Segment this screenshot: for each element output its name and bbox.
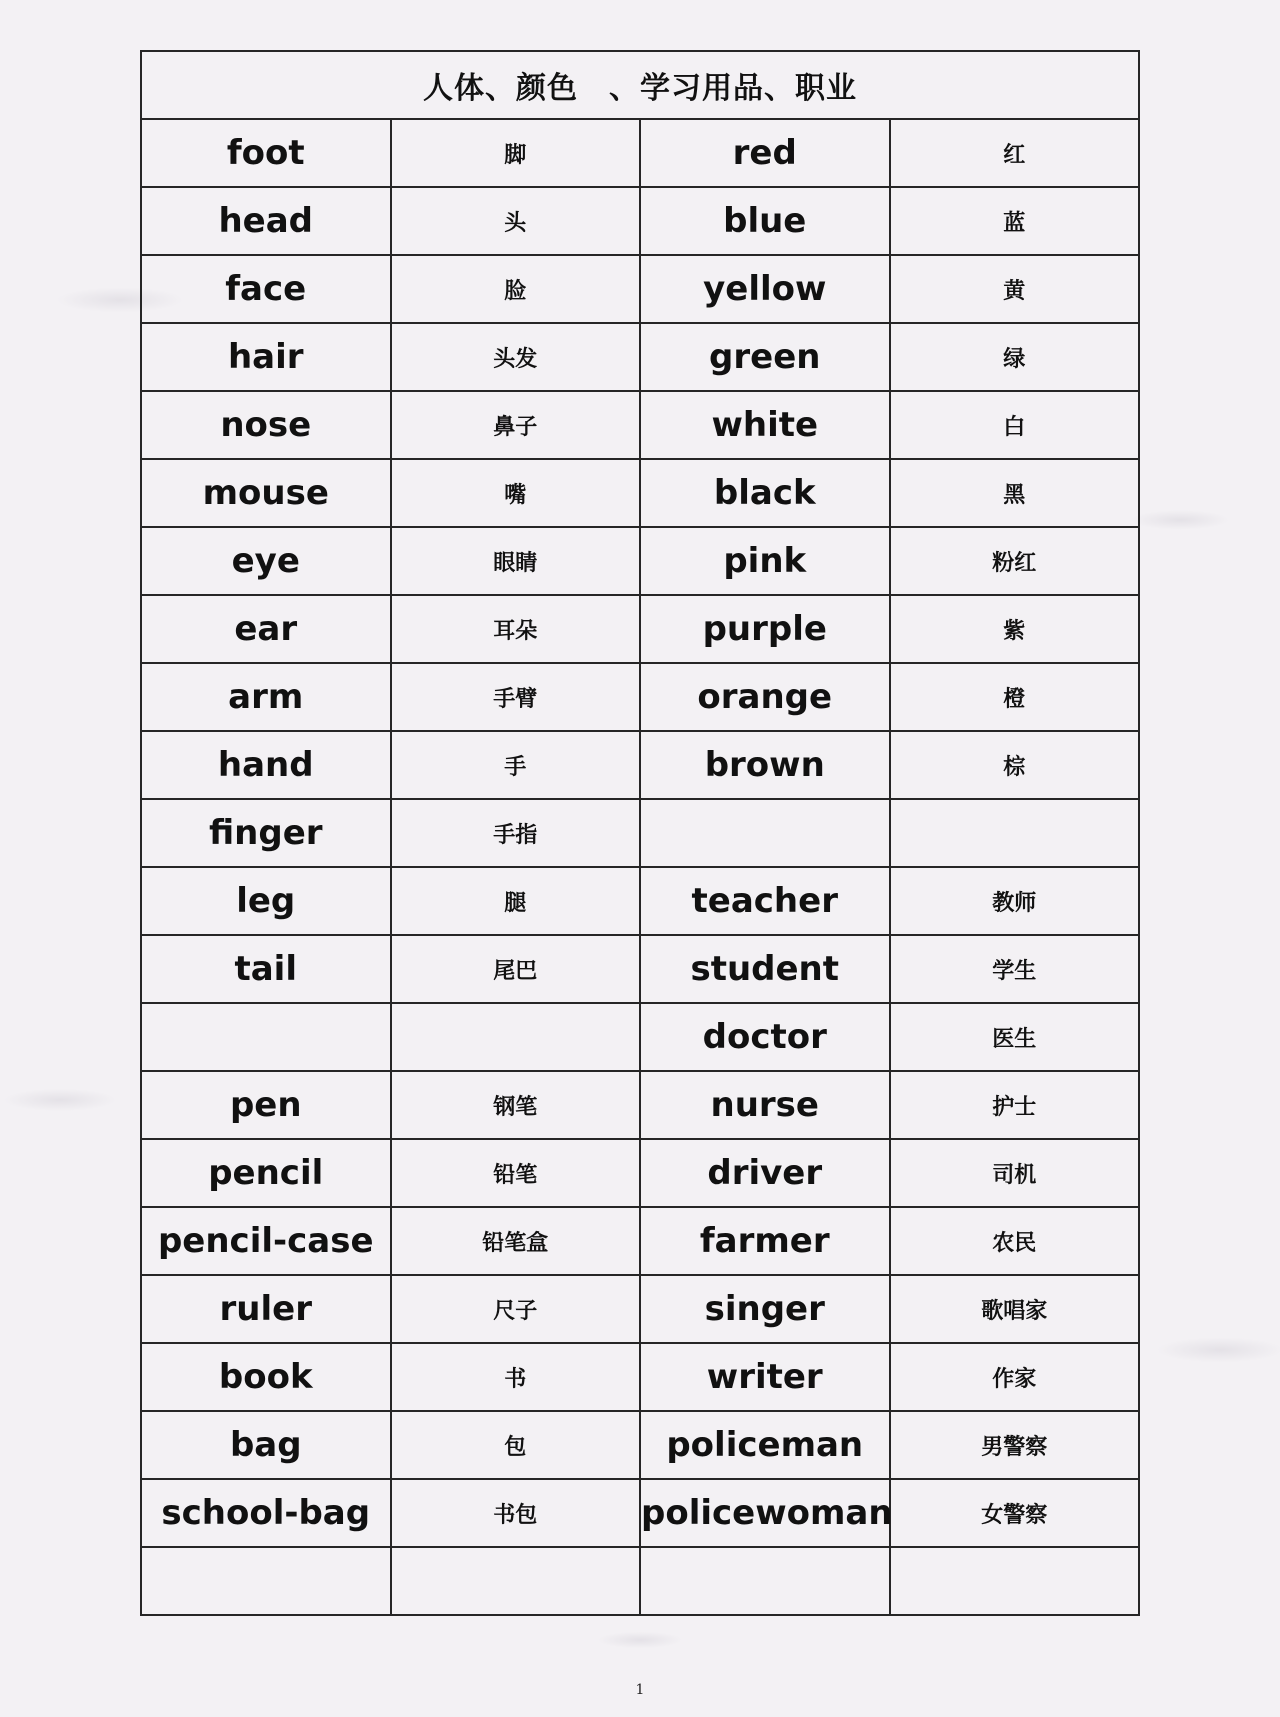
english-word-cell: ear [141, 595, 391, 663]
english-word-cell: policeman [640, 1411, 890, 1479]
english-word-cell: writer [640, 1343, 890, 1411]
english-word-cell: brown [640, 731, 890, 799]
english-word-cell: singer [640, 1275, 890, 1343]
english-word-cell [640, 799, 890, 867]
chinese-meaning-cell [391, 1547, 641, 1615]
table-row [141, 391, 1139, 459]
chinese-meaning-cell: 女警察 [890, 1479, 1140, 1547]
chinese-meaning-cell: 男警察 [890, 1411, 1140, 1479]
chinese-meaning-cell: 红 [890, 119, 1140, 187]
english-word-cell: farmer [640, 1207, 890, 1275]
chinese-meaning-cell: 护士 [890, 1071, 1140, 1139]
chinese-meaning-cell: 司机 [890, 1139, 1140, 1207]
english-word-cell: eye [141, 527, 391, 595]
english-word-cell: white [640, 391, 890, 459]
english-word-cell: driver [640, 1139, 890, 1207]
english-word-cell: green [640, 323, 890, 391]
table-row [141, 1003, 1139, 1071]
english-word-cell [141, 1547, 391, 1615]
table-row [141, 527, 1139, 595]
english-word-cell: mouse [141, 459, 391, 527]
table-row [141, 1139, 1139, 1207]
chinese-meaning-cell: 橙 [890, 663, 1140, 731]
chinese-meaning-cell: 歌唱家 [890, 1275, 1140, 1343]
english-word-cell: student [640, 935, 890, 1003]
chinese-meaning-cell: 农民 [890, 1207, 1140, 1275]
table-row [141, 1275, 1139, 1343]
chinese-meaning-cell: 钢笔 [391, 1071, 641, 1139]
chinese-meaning-cell: 教师 [890, 867, 1140, 935]
english-word-cell: yellow [640, 255, 890, 323]
chinese-meaning-cell: 学生 [890, 935, 1140, 1003]
table-row [141, 187, 1139, 255]
english-word-cell: nose [141, 391, 391, 459]
table-row [141, 731, 1139, 799]
chinese-meaning-cell: 包 [391, 1411, 641, 1479]
table-row [141, 323, 1139, 391]
chinese-meaning-cell: 铅笔盒 [391, 1207, 641, 1275]
table-row [141, 663, 1139, 731]
chinese-meaning-cell: 绿 [890, 323, 1140, 391]
chinese-meaning-cell: 头发 [391, 323, 641, 391]
english-word-cell: blue [640, 187, 890, 255]
chinese-meaning-cell: 鼻子 [391, 391, 641, 459]
chinese-meaning-cell: 手 [391, 731, 641, 799]
chinese-meaning-cell: 黄 [890, 255, 1140, 323]
table-title: 人体、颜色 、学习用品、职业 [141, 51, 1139, 119]
chinese-meaning-cell: 棕 [890, 731, 1140, 799]
english-word-cell: tail [141, 935, 391, 1003]
chinese-meaning-cell: 铅笔 [391, 1139, 641, 1207]
english-word-cell: purple [640, 595, 890, 663]
table-row [141, 595, 1139, 663]
english-word-cell: head [141, 187, 391, 255]
english-word-cell: orange [640, 663, 890, 731]
english-word-cell [640, 1547, 890, 1615]
english-word-cell: leg [141, 867, 391, 935]
chinese-meaning-cell: 书 [391, 1343, 641, 1411]
chinese-meaning-cell: 耳朵 [391, 595, 641, 663]
table-row [141, 799, 1139, 867]
english-word-cell: pencil-case [141, 1207, 391, 1275]
english-word-cell: finger [141, 799, 391, 867]
english-word-cell: teacher [640, 867, 890, 935]
table-row [141, 1547, 1139, 1615]
english-word-cell: face [141, 255, 391, 323]
page-number: 1 [635, 1682, 645, 1698]
english-word-cell: hand [141, 731, 391, 799]
table-row [141, 1343, 1139, 1411]
chinese-meaning-cell: 医生 [890, 1003, 1140, 1071]
english-word-cell: school-bag [141, 1479, 391, 1547]
english-word-cell: nurse [640, 1071, 890, 1139]
chinese-meaning-cell: 脸 [391, 255, 641, 323]
english-word-cell: pen [141, 1071, 391, 1139]
english-word-cell: ruler [141, 1275, 391, 1343]
table-row [141, 1479, 1139, 1547]
english-word-cell: foot [141, 119, 391, 187]
english-word-cell: pencil [141, 1139, 391, 1207]
chinese-meaning-cell: 粉红 [890, 527, 1140, 595]
english-word-cell: black [640, 459, 890, 527]
table-row [141, 935, 1139, 1003]
chinese-meaning-cell: 蓝 [890, 187, 1140, 255]
english-word-cell [141, 1003, 391, 1071]
chinese-meaning-cell: 手指 [391, 799, 641, 867]
chinese-meaning-cell [890, 1547, 1140, 1615]
chinese-meaning-cell: 腿 [391, 867, 641, 935]
table-row [141, 1207, 1139, 1275]
vocabulary-table [140, 50, 1140, 1616]
chinese-meaning-cell [391, 1003, 641, 1071]
chinese-meaning-cell: 紫 [890, 595, 1140, 663]
chinese-meaning-cell [890, 799, 1140, 867]
english-word-cell: book [141, 1343, 391, 1411]
table-row [141, 867, 1139, 935]
chinese-meaning-cell: 嘴 [391, 459, 641, 527]
table-row [141, 1411, 1139, 1479]
english-word-cell: pink [640, 527, 890, 595]
title-row [141, 51, 1139, 119]
chinese-meaning-cell: 手臂 [391, 663, 641, 731]
table-row [141, 459, 1139, 527]
chinese-meaning-cell: 黑 [890, 459, 1140, 527]
table-row [141, 1071, 1139, 1139]
chinese-meaning-cell: 头 [391, 187, 641, 255]
chinese-meaning-cell: 书包 [391, 1479, 641, 1547]
table-row [141, 119, 1139, 187]
chinese-meaning-cell: 白 [890, 391, 1140, 459]
english-word-cell: hair [141, 323, 391, 391]
english-word-cell: doctor [640, 1003, 890, 1071]
chinese-meaning-cell: 脚 [391, 119, 641, 187]
chinese-meaning-cell: 作家 [890, 1343, 1140, 1411]
table-row [141, 255, 1139, 323]
english-word-cell: policewoman [640, 1479, 890, 1547]
chinese-meaning-cell: 尺子 [391, 1275, 641, 1343]
english-word-cell: arm [141, 663, 391, 731]
english-word-cell: red [640, 119, 890, 187]
chinese-meaning-cell: 尾巴 [391, 935, 641, 1003]
chinese-meaning-cell: 眼睛 [391, 527, 641, 595]
english-word-cell: bag [141, 1411, 391, 1479]
